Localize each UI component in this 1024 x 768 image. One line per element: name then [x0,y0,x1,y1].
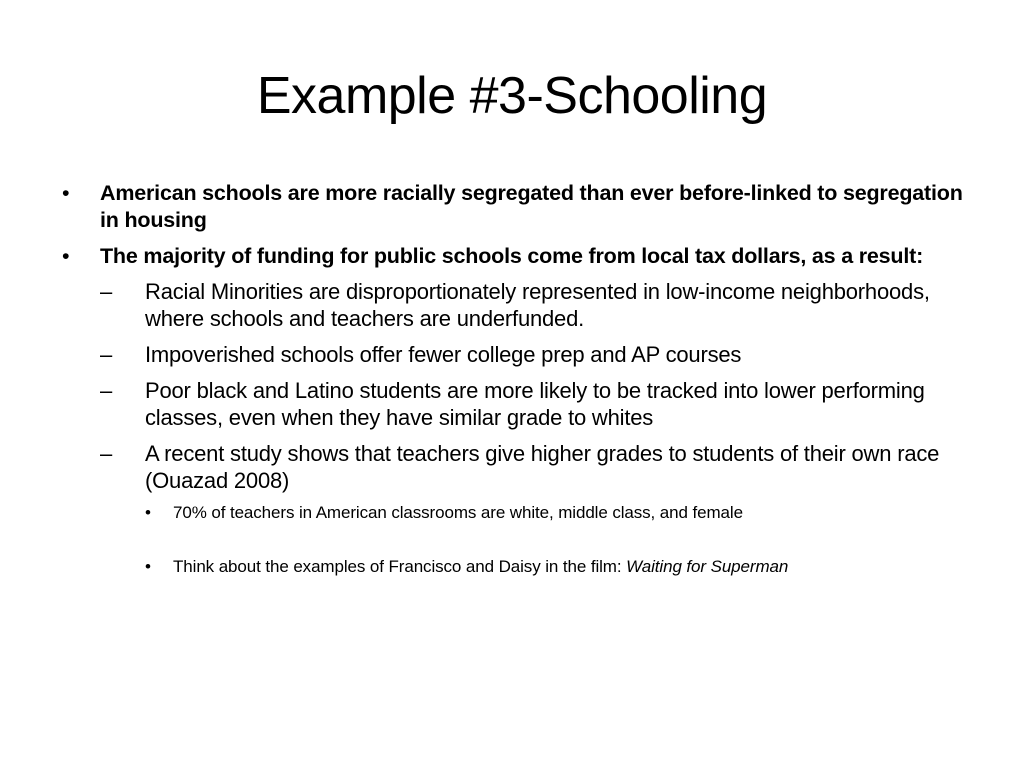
sub-sub-bullet-list [145,502,972,578]
bullet-text: American schools are more racially segregated than ever before-linked to segregation in housing [100,181,963,232]
bullet-item [62,180,972,234]
sub-bullet-item [100,377,972,431]
sub-bullet-text: A recent study shows that teachers give higher grades to students of their own race (Ouazad 2008) [145,441,940,493]
bullet-glyph: • [145,503,151,522]
bullet-item [62,243,972,270]
dash-glyph: – [100,441,113,466]
dash-glyph: – [100,378,113,403]
bullet-glyph: • [145,557,151,576]
slide-content [62,180,972,587]
sub-bullet-item [100,278,972,332]
sub-sub-bullet-item [145,556,972,578]
sub-sub-bullet-text-prefix: Think about the examples of Francisco and Daisy in the film: [173,557,627,576]
bullet-glyph: • [62,181,70,205]
sub-bullet-text: Impoverished schools offer fewer college prep and AP courses [145,342,742,367]
dash-glyph: – [100,279,113,304]
bullet-glyph: • [62,244,70,268]
sub-bullet-item [100,341,972,368]
slide-title: Example #3-Schooling [256,67,768,125]
film-title: Waiting for Superman [626,557,789,576]
dash-glyph: – [100,342,113,367]
sub-bullet-list [62,278,972,578]
sub-sub-bullet-item [145,502,972,524]
bullet-text: The majority of funding for public schools come from local tax dollars, as a result: [100,244,924,268]
sub-bullet-item [100,440,972,578]
sub-bullet-text: Racial Minorities are disproportionately represented in low-income neighborhoods, where schools and teachers are underfunded. [145,279,930,331]
sub-bullet-text: Poor black and Latino students are more likely to be tracked into lower performing classes, even when they have similar grade to whites [145,378,925,430]
bullet-list [62,180,972,270]
sub-sub-bullet-text: 70% of teachers in American classrooms are white, middle class, and female [173,503,743,522]
